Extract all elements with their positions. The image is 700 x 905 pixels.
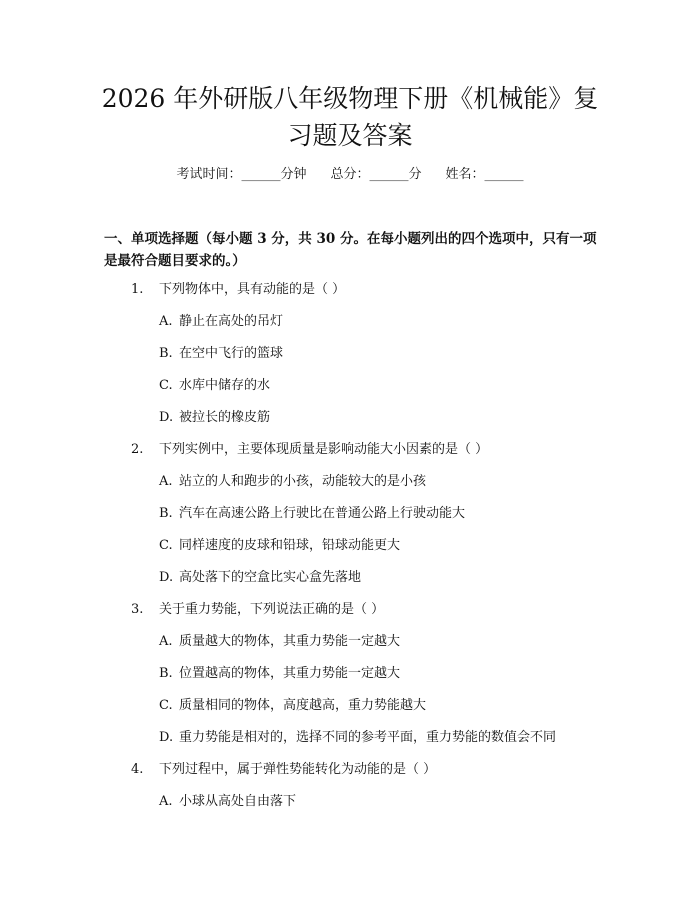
question-text: 下列实例中，主要体现质量是影响动能大小因素的是（ ） [159, 442, 489, 457]
option-text: 站立的人和跑步的小孩，动能较大的是小孩 [179, 474, 427, 489]
question-4-option-a [159, 792, 296, 812]
exam-score: 总分：______分 [330, 167, 422, 182]
question-1-option-b [159, 344, 283, 364]
option-letter: D. [159, 730, 174, 745]
question-1-option-a [159, 312, 283, 332]
question-4 [131, 760, 436, 780]
question-number: 1. [131, 282, 144, 297]
document-title [60, 80, 640, 154]
option-text: 被拉长的橡皮筋 [179, 410, 271, 425]
option-letter: C. [159, 538, 173, 553]
question-number: 2. [131, 442, 144, 457]
question-2-option-c [159, 536, 400, 556]
question-3-option-c [159, 696, 426, 716]
question-3-option-a [159, 632, 400, 652]
question-2-option-b [159, 504, 465, 524]
option-letter: D. [159, 570, 174, 585]
option-letter: C. [159, 698, 173, 713]
option-letter: B. [159, 346, 173, 361]
option-letter: A. [159, 634, 173, 649]
option-text: 高处落下的空盒比实心盒先落地 [179, 570, 362, 585]
option-letter: A. [159, 474, 173, 489]
option-letter: D. [159, 410, 174, 425]
option-text: 静止在高处的吊灯 [179, 314, 284, 329]
option-letter: A. [159, 314, 173, 329]
option-text: 小球从高处自由落下 [179, 794, 297, 809]
option-text: 在空中飞行的篮球 [179, 346, 284, 361]
title-line-2: 习题及答案 [287, 121, 413, 150]
question-2 [131, 440, 488, 460]
question-3-option-d [159, 728, 556, 748]
question-text: 关于重力势能，下列说法正确的是（ ） [159, 602, 385, 617]
option-text: 水库中储存的水 [179, 378, 271, 393]
option-letter: B. [159, 506, 173, 521]
option-text: 同样速度的皮球和铅球，铅球动能更大 [179, 538, 401, 553]
question-3 [131, 600, 384, 620]
question-text: 下列过程中，属于弹性势能转化为动能的是（ ） [159, 762, 437, 777]
question-2-option-d [159, 568, 361, 588]
option-text: 汽车在高速公路上行驶比在普通公路上行驶动能大 [179, 506, 466, 521]
exam-meta [0, 165, 700, 185]
question-number: 3. [131, 602, 144, 617]
question-number: 4. [131, 762, 144, 777]
question-1 [131, 280, 345, 300]
option-text: 重力势能是相对的，选择不同的参考平面，重力势能的数值会不同 [179, 730, 557, 745]
option-text: 质量相同的物体，高度越高，重力势能越大 [179, 698, 427, 713]
option-text: 质量越大的物体，其重力势能一定越大 [179, 634, 401, 649]
option-text: 位置越高的物体，其重力势能一定越大 [179, 666, 401, 681]
question-2-option-a [159, 472, 426, 492]
question-1-option-d [159, 408, 270, 428]
question-text: 下列物体中，具有动能的是（ ） [159, 282, 346, 297]
option-letter: C. [159, 378, 173, 393]
question-3-option-b [159, 664, 400, 684]
student-name: 姓名：______ [445, 167, 524, 182]
option-letter: A. [159, 794, 173, 809]
section-heading: 一、单项选择题（每小题 3 分，共 30 分。在每小题列出的四个选项中，只有一项是最符合题目要求的。） [104, 231, 597, 269]
option-letter: B. [159, 666, 173, 681]
question-1-option-c [159, 376, 270, 396]
title-line-1: 2026 年外研版八年级物理下册《机械能》复 [101, 84, 599, 113]
exam-time: 考试时间：______分钟 [176, 167, 307, 182]
